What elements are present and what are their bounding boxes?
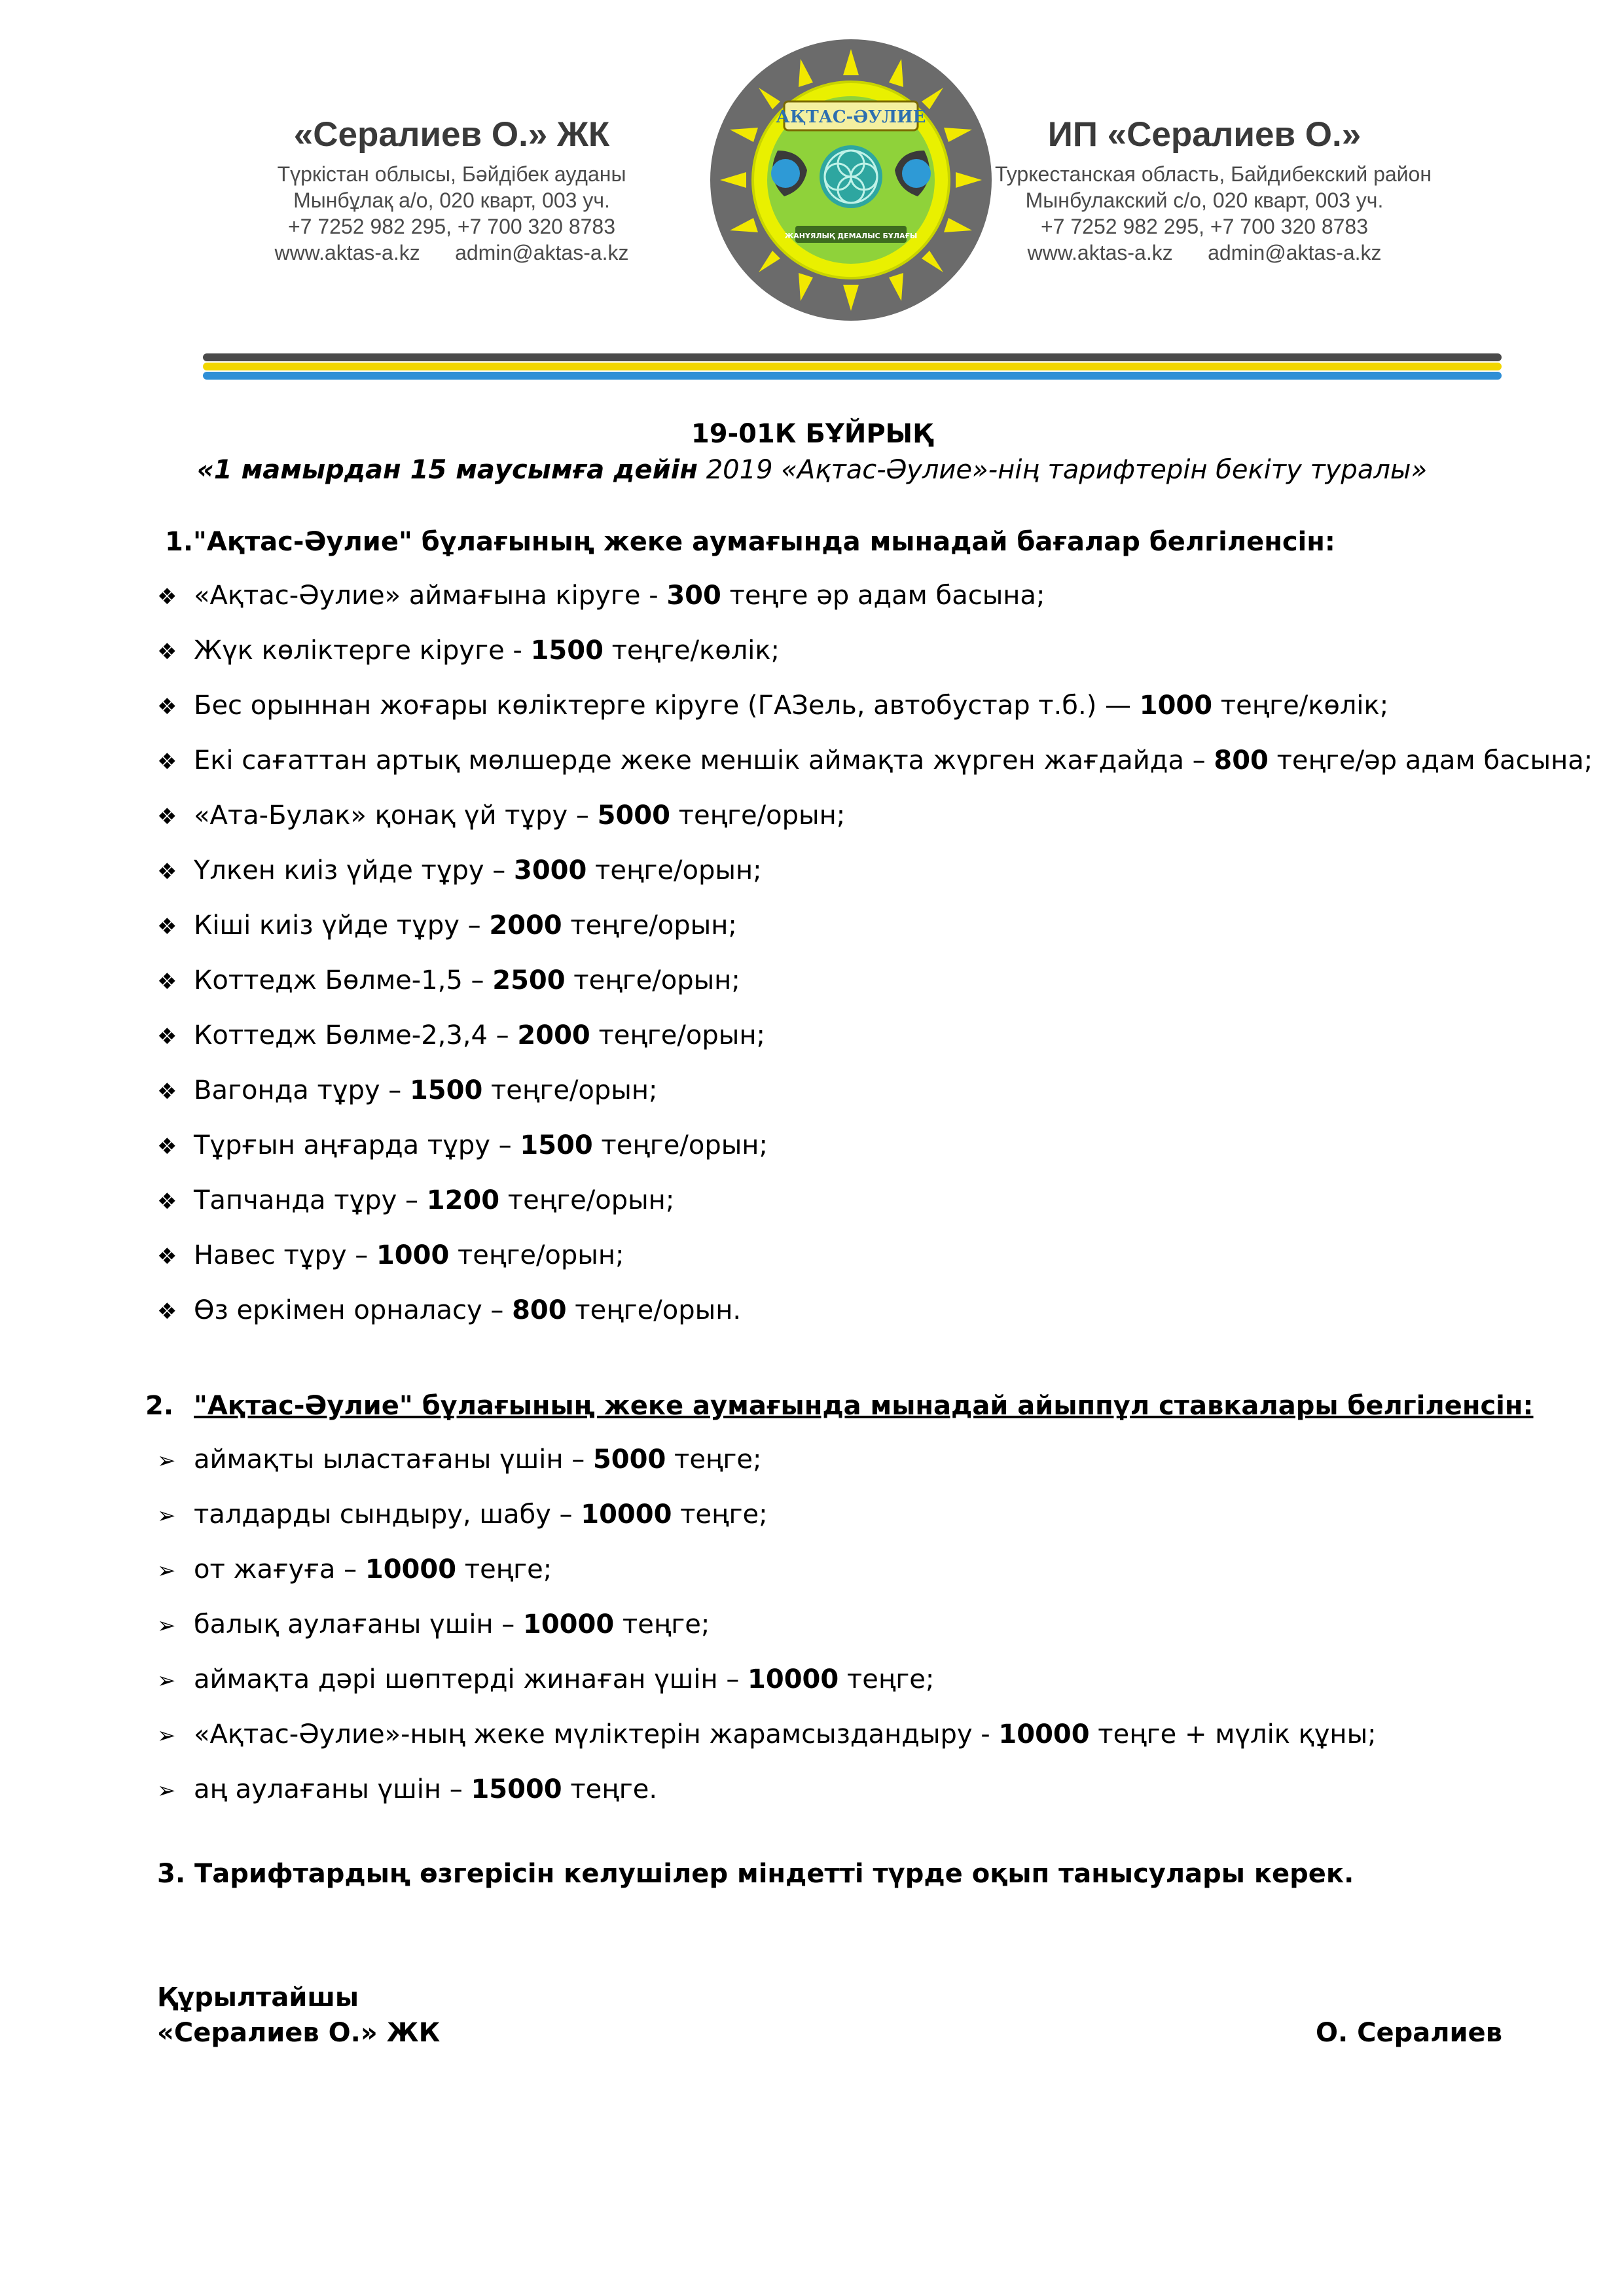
header-rule-blue [203, 372, 1502, 380]
company-name-ru: ИП «Сералиев О.» [1047, 115, 1362, 154]
diamond-bullet-icon: ❖ [157, 859, 177, 885]
item-price: 10000 [998, 1719, 1090, 1749]
item-label: Тапчанда тұру – [194, 1185, 427, 1215]
item-price: 1000 [1139, 691, 1213, 721]
item-price: 5000 [597, 800, 670, 831]
item-unit: теңге; [672, 1499, 768, 1530]
phone-line: +7 7252 982 295, +7 700 320 8783 [1040, 215, 1369, 238]
header-rule-yellow [203, 363, 1502, 370]
diamond-bullet-icon: ❖ [157, 969, 177, 995]
signature-role: Құрылтайшы [157, 1982, 359, 2013]
item-unit: теңге/орын; [562, 910, 737, 941]
item-price: 2000 [489, 910, 562, 941]
item-unit: теңге/орын; [670, 800, 846, 831]
item-label: «Ақтас-Әулие» аймағына кіруге - [194, 581, 667, 611]
arrow-bullet-icon: ➢ [157, 1778, 176, 1804]
item-label: талдарды сындыру, шабу – [194, 1499, 581, 1530]
item-price: 800 [1214, 745, 1269, 776]
item-unit: теңге/орын; [565, 965, 740, 996]
phone-line: +7 7252 982 295, +7 700 320 8783 [287, 215, 616, 238]
list-item [157, 1008, 1593, 1063]
web-email-line: www.aktas-a.kz admin@aktas-a.kz [274, 241, 629, 264]
item-label: Коттедж Бөлме-2,3,4 – [194, 1020, 518, 1050]
diamond-bullet-icon: ❖ [157, 1134, 177, 1160]
logo-top-text: АҚТАС-ӘУЛИЕ [776, 107, 926, 127]
list-item [157, 1652, 1377, 1707]
diamond-bullet-icon: ❖ [157, 1024, 177, 1050]
aktas-auliye-logo [707, 36, 995, 324]
web-email-line: www.aktas-a.kz admin@aktas-a.kz [1027, 241, 1382, 264]
section3-text: 3. Тарифтардың өзгерісін келушілер міндетті түрде оқып танысулары керек. [157, 1859, 1354, 1889]
list-item [157, 623, 1593, 678]
item-unit: теңге. [562, 1774, 658, 1804]
fine-list [157, 1432, 1377, 1817]
item-price: 5000 [592, 1444, 666, 1475]
item-label: аң аулағаны үшін – [194, 1774, 471, 1804]
list-item [157, 733, 1593, 788]
diamond-bullet-icon: ❖ [157, 804, 177, 830]
item-price: 10000 [581, 1499, 672, 1530]
diamond-bullet-icon: ❖ [157, 1244, 177, 1270]
list-item [157, 843, 1593, 898]
order-subtitle-rest: 2019 «Ақтас-Әулие»-нің тарифтерін бекіту туралы» [698, 455, 1428, 485]
list-item [157, 1542, 1377, 1597]
item-price: 2500 [492, 965, 566, 996]
item-label: «Ата-Булак» қонақ үй тұру – [194, 800, 598, 831]
address-line: Мынбулакский с/о, 020 кварт, 003 уч. [1025, 188, 1384, 212]
item-label: Навес тұру – [194, 1240, 376, 1270]
section1-title: 1."Ақтас-Әулие" бұлағының жеке аумағында мынадай бағалар белгіленсін: [165, 527, 1335, 557]
item-unit: теңге/көлік; [1212, 691, 1389, 721]
header-right-block [995, 115, 1432, 266]
item-price: 800 [512, 1295, 567, 1325]
list-item [157, 1118, 1593, 1173]
logo-bottom-text: ЖАНҰЯЛЫҚ ДЕМАЛЫС БҰЛАҒЫ [784, 232, 918, 240]
item-unit: теңге; [456, 1554, 552, 1585]
arrow-bullet-icon: ➢ [157, 1503, 176, 1529]
address-line: Түркістан облысы, Бәйдібек ауданы [277, 162, 626, 186]
item-label: «Ақтас-Әулие»-ның жеке мүліктерін жарамсыздандыру - [194, 1719, 999, 1749]
list-item [157, 1597, 1377, 1652]
header-rule-dark [203, 353, 1502, 361]
list-item [157, 788, 1593, 843]
list-item [157, 953, 1593, 1008]
header-left-block [242, 115, 661, 266]
order-subtitle [0, 455, 1624, 485]
item-price: 10000 [365, 1554, 457, 1585]
list-item [157, 1228, 1593, 1283]
signature-block [157, 1980, 440, 2051]
item-label: аймақта дәрі шөптерді жинаған үшін – [194, 1664, 748, 1695]
item-unit: теңге/орын; [449, 1240, 624, 1270]
address-line: Туркестанская область, Байдибекский район [995, 162, 1432, 186]
item-price: 300 [666, 581, 721, 611]
list-item [157, 1173, 1593, 1228]
item-label: Екі сағаттан артық мөлшерде жеке меншік аймақта жүрген жағдайда – [194, 745, 1214, 776]
diamond-bullet-icon: ❖ [157, 584, 177, 610]
signature-name: О. Сералиев [1316, 2018, 1502, 2048]
item-unit: теңге/орын; [592, 1130, 768, 1160]
signature-org: «Сералиев О.» ЖК [157, 2018, 441, 2048]
price-list [157, 568, 1593, 1338]
item-unit: теңге/орын. [566, 1295, 742, 1325]
item-label: Тұрғын аңғарда тұру – [194, 1130, 520, 1160]
list-item [157, 898, 1593, 953]
item-unit: теңге/орын; [586, 855, 762, 886]
list-item [157, 678, 1593, 733]
item-label: Коттедж Бөлме-1,5 – [194, 965, 493, 996]
diamond-bullet-icon: ❖ [157, 639, 177, 665]
item-unit: теңге/әр адам басына; [1268, 745, 1593, 776]
item-label: Кіші киіз үйде тұру – [194, 910, 490, 941]
diamond-bullet-icon: ❖ [157, 1299, 177, 1325]
item-label: от жағуға – [194, 1554, 365, 1585]
item-label: Бес орыннан жоғары көліктерге кіруге (ГАЗель, автобустар т.б.) — [194, 691, 1140, 721]
item-label: балық аулағаны үшін – [194, 1609, 524, 1640]
item-label: Үлкен киіз үйде тұру – [194, 855, 514, 886]
item-label: Өз еркімен орналасу – [194, 1295, 513, 1325]
item-unit: теңге/орын; [482, 1075, 658, 1105]
order-subtitle-bold: «1 мамырдан 15 маусымға дейін [196, 455, 698, 485]
list-item [157, 1063, 1593, 1118]
section2-number: 2. [145, 1391, 174, 1421]
diamond-bullet-icon: ❖ [157, 914, 177, 940]
list-item [157, 1432, 1377, 1487]
list-item [157, 1762, 1377, 1817]
item-label: аймақты ыластағаны үшін – [194, 1444, 593, 1475]
item-price: 1500 [530, 636, 604, 666]
list-item [157, 1283, 1593, 1338]
item-price: 1500 [409, 1075, 483, 1105]
item-price: 10000 [523, 1609, 615, 1640]
item-price: 1500 [520, 1130, 593, 1160]
arrow-bullet-icon: ➢ [157, 1723, 176, 1749]
address-line: Мынбұлақ а/о, 020 кварт, 003 уч. [293, 188, 610, 212]
item-price: 15000 [471, 1774, 562, 1804]
arrow-bullet-icon: ➢ [157, 1448, 176, 1474]
order-number: 19-01К БҰЙРЫҚ [691, 419, 933, 449]
item-price: 2000 [517, 1020, 590, 1050]
diamond-bullet-icon: ❖ [157, 1189, 177, 1215]
diamond-bullet-icon: ❖ [157, 694, 177, 720]
item-unit: теңге; [614, 1609, 710, 1640]
section2-heading: "Ақтас-Әулие" бұлағының жеке аумағында мынадай айыппұл ставкалары белгіленсін: [194, 1391, 1534, 1421]
arrow-bullet-icon: ➢ [157, 1613, 176, 1639]
item-price: 3000 [514, 855, 587, 886]
item-unit: теңге әр адам басына; [721, 581, 1045, 611]
diamond-bullet-icon: ❖ [157, 1079, 177, 1105]
diamond-bullet-icon: ❖ [157, 749, 177, 775]
list-item [157, 1487, 1377, 1542]
item-unit: теңге/орын; [590, 1020, 765, 1050]
item-unit: теңге + мүлік құны; [1089, 1719, 1377, 1749]
item-unit: теңге/көлік; [603, 636, 780, 666]
list-item [157, 1707, 1377, 1762]
item-price: 1200 [426, 1185, 500, 1215]
item-label: Вагонда тұру – [194, 1075, 410, 1105]
item-price: 1000 [376, 1240, 450, 1270]
item-label: Жүк көліктерге кіруге - [194, 636, 531, 666]
company-name-kz: «Сералиев О.» ЖК [293, 115, 610, 154]
arrow-bullet-icon: ➢ [157, 1558, 176, 1584]
item-unit: теңге; [666, 1444, 762, 1475]
item-unit: теңге; [839, 1664, 935, 1695]
list-item [157, 568, 1593, 623]
arrow-bullet-icon: ➢ [157, 1668, 176, 1694]
section2-title [145, 1391, 1534, 1421]
item-unit: теңге/орын; [499, 1185, 675, 1215]
item-price: 10000 [748, 1664, 839, 1695]
